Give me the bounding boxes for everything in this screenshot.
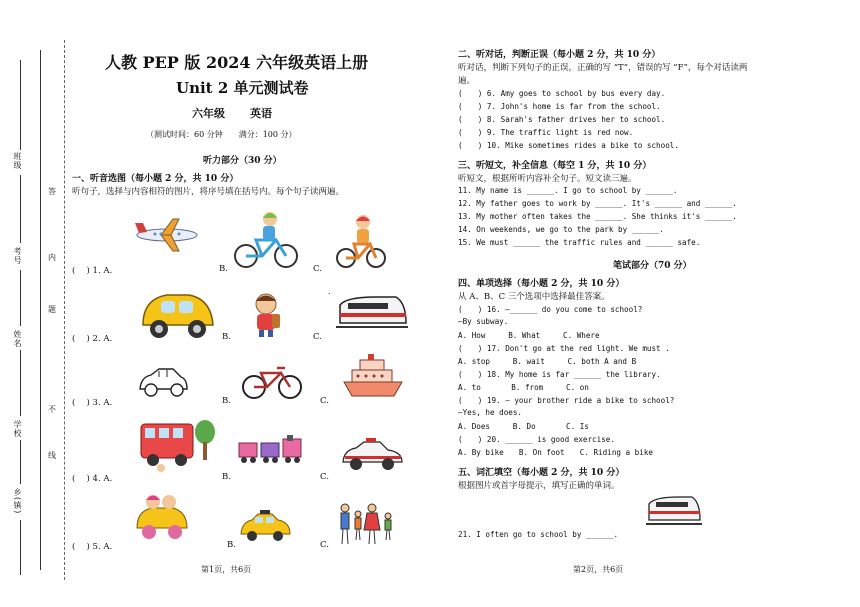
family-walking-icon bbox=[336, 500, 398, 548]
exam-info: （测试时间：60 分钟 满分：100 分） bbox=[146, 130, 297, 139]
q20: ( ) 20. ______ is good exercise. bbox=[458, 435, 615, 444]
q1-option-c: C. bbox=[313, 264, 322, 274]
q15: 15. We must ______ the traffic rules and ______ safe. bbox=[458, 238, 701, 247]
train-q21-icon bbox=[646, 494, 702, 528]
q16: ( ) 16. —______ do you come to school? bbox=[458, 305, 643, 314]
page-2-footer: 第2页，共6页 bbox=[573, 565, 624, 574]
q17-options: A. stop B. wait C. both A and B bbox=[458, 357, 637, 366]
q20-options: A. By bike B. On foot C. Riding a bike bbox=[458, 448, 653, 457]
section-5-title: 五、词汇填空（每小题 2 分，共 10 分） bbox=[458, 468, 625, 478]
q21: 21. I often go to school by ______. bbox=[458, 530, 619, 539]
q2-option-b: B. bbox=[222, 332, 231, 342]
q5-option-c: C. bbox=[320, 540, 329, 550]
written-part-heading: 笔试部分（70 分） bbox=[613, 261, 692, 271]
q8: ( ) 8. Sarah's father drives her to school. bbox=[458, 115, 666, 124]
q7: ( ) 7. John's home is far from the school. bbox=[458, 102, 661, 111]
train-icon bbox=[336, 293, 408, 333]
section-5-instructions: 根据图片或首字母提示，填写正确的单词。 bbox=[458, 481, 620, 491]
taxi-icon bbox=[238, 510, 292, 544]
q19: ( ) 19. — your brother ride a bike to school? bbox=[458, 396, 675, 405]
cut-mark-bu: 不 bbox=[48, 405, 56, 414]
section-2-title: 二、听对话，判断正误（每小题 2 分，共 10 分） bbox=[458, 50, 661, 60]
q14: 14. On weekends, we go to the park by ______. bbox=[458, 225, 664, 234]
q16-options: A. How B. What C. Where bbox=[458, 331, 600, 340]
blank-line-township[interactable] bbox=[20, 440, 21, 484]
q6: ( ) 6. Amy goes to school by bus every day. bbox=[458, 89, 666, 98]
cut-line-outer bbox=[40, 50, 41, 570]
grade-label: 六年级 bbox=[192, 107, 225, 120]
q4-label: ( ) 4. A. bbox=[72, 474, 113, 484]
field-name: 姓名 bbox=[13, 330, 22, 348]
q3-option-c: C. bbox=[320, 396, 329, 406]
q16-answer: —By subway. bbox=[458, 317, 509, 326]
section-4-title: 四、单项选择（每小题 2 分，共 10 分） bbox=[458, 279, 625, 289]
q3-option-b: B. bbox=[222, 396, 231, 406]
section-4-instructions: 从 A、B、C 三个选项中选择最佳答案。 bbox=[458, 292, 610, 302]
cut-mark-da: 答 bbox=[48, 187, 56, 196]
listening-part-heading: 听力部分（30 分） bbox=[203, 156, 282, 166]
car-outline-icon bbox=[137, 365, 189, 399]
blank-line-name[interactable] bbox=[20, 270, 21, 326]
section-2-instructions: 听对话，判断下列句子的正误，正确的写 “T”，错误的写 “F”，每个对话读两 bbox=[458, 63, 748, 73]
section-3-instructions: 听短文，根据所听内容补全句子。短文读三遍。 bbox=[458, 174, 637, 184]
airplane-icon bbox=[133, 215, 201, 255]
blank-line-class[interactable] bbox=[20, 60, 21, 150]
cut-mark-ti: 题 bbox=[48, 305, 56, 314]
q1-label: ( ) 1. A. bbox=[72, 266, 113, 276]
q3-label: ( ) 3. A. bbox=[72, 398, 113, 408]
car-icon bbox=[137, 285, 217, 343]
toy-car-icon bbox=[133, 492, 189, 542]
taxi-car-icon bbox=[340, 438, 404, 474]
q4-option-b: B. bbox=[222, 472, 231, 482]
blank-line-bottom[interactable] bbox=[20, 520, 21, 575]
q19-options: A. Does B. Do C. Is bbox=[458, 422, 589, 431]
q5-label: ( ) 5. A. bbox=[72, 542, 113, 552]
exam-title: 人教 PEP 版 2024 六年级英语上册 bbox=[105, 53, 369, 72]
q11: 11. My name is ______. I go to school by ______. bbox=[458, 186, 678, 195]
page-1-footer: 第1页，共6页 bbox=[201, 565, 252, 574]
stray-mark: . bbox=[328, 287, 331, 296]
q13: 13. My mother often takes the ______. She thinks it's ______. bbox=[458, 212, 737, 221]
bicycle-girl-icon bbox=[336, 212, 386, 270]
bus-icon bbox=[137, 418, 217, 474]
cut-mark-nei: 内 bbox=[48, 253, 56, 262]
cut-mark-xian: 线 bbox=[48, 451, 56, 460]
q2-option-c: C. bbox=[313, 332, 322, 342]
q18-options: A. to B. from C. on bbox=[458, 383, 589, 392]
q1-option-b: B. bbox=[219, 264, 228, 274]
blank-line-exam-no[interactable] bbox=[20, 175, 21, 243]
field-school: 学校 bbox=[13, 420, 22, 438]
q4-option-c: C. bbox=[320, 472, 329, 482]
q18: ( ) 18. My home is far ______ the library. bbox=[458, 370, 661, 379]
blank-line-school[interactable] bbox=[20, 350, 21, 416]
q10: ( ) 10. Mike sometimes rides a bike to school. bbox=[458, 141, 679, 150]
cut-line-inner bbox=[64, 40, 65, 580]
section-1-instructions: 听句子，选择与内容相符的图片，将序号填在括号内。每个句子读两遍。 bbox=[72, 187, 345, 197]
toy-train-icon bbox=[237, 435, 303, 465]
section-2-instructions-cont: 遍。 bbox=[458, 76, 476, 86]
field-township: 乡(镇) bbox=[13, 488, 22, 515]
q2-label: ( ) 2. A. bbox=[72, 334, 113, 344]
q12: 12. My father goes to work by ______. It's ______ and ______. bbox=[458, 199, 737, 208]
schoolboy-icon bbox=[248, 292, 284, 338]
q17: ( ) 17. Don't go at the red light. We must . bbox=[458, 344, 670, 353]
q19-answer: —Yes, he does. bbox=[458, 408, 523, 417]
section-3-title: 三、听短文，补全信息（每空 1 分，共 10 分） bbox=[458, 161, 652, 171]
bicycle-icon bbox=[241, 364, 303, 400]
exam-subtitle: Unit 2 单元测试卷 bbox=[176, 79, 309, 97]
subject-label: 英语 bbox=[250, 107, 272, 120]
q5-option-b: B. bbox=[227, 540, 236, 550]
bicycle-boy-icon bbox=[232, 210, 300, 270]
section-1-title: 一、听音选图（每小题 2 分，共 10 分） bbox=[72, 174, 239, 184]
q9: ( ) 9. The traffic light is red now. bbox=[458, 128, 634, 137]
ship-icon bbox=[340, 354, 406, 400]
field-exam-no: 考号 bbox=[13, 247, 22, 265]
field-class: 班级 bbox=[13, 152, 22, 170]
